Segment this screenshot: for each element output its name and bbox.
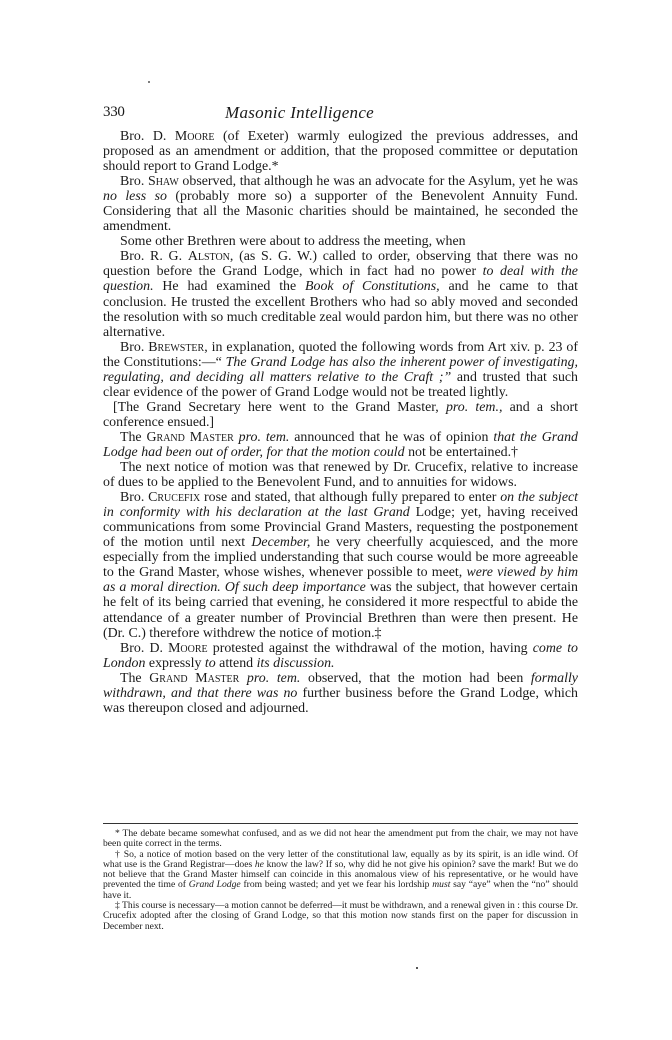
paragraph-alston: Bro. R. G. Alston, (as S. G. W.) called to order, observing that there was no question before the Grand Lodge, which in fact had no power to deal with the question. He had examined the Book of Constitutions, and he came to that conclusion. He trusted the excellent Brothers who had so ably moved and seconded the resolution with so much creditable zeal would pardon him, but there was no other alternative.: [103, 249, 579, 340]
speaker-name: Crucefix: [148, 490, 201, 506]
paragraph-moore-amendment: Bro. D. Moore (of Exeter) warmly eulogized the previous addresses, and proposed as an amendment or addition, that the proposed committee or deputation should report to Grand Lodge.*: [103, 129, 578, 175]
paragraph-crucefix: Bro. Crucefix rose and stated, that although fully prepared to enter on the subject in conformity with his declaration at the last Grand Lodge; yet, having received communications from some Provincial Grand Masters, requesting the postponement of the motion until next December, he very cheerfully acquiesced, and the more especially from the implied understanding that such course would be more agreeable to the Grand Master, whose wishes, whenever possible to meet, were viewed by him as a moral direction. Of such deep importance was the subject, that however certain he felt of its being carried that evening, he considered it more respectful to abide the attendance of a greater number of Provincial Brethren than were then present. He (Dr. C.) therefore withdrew the notice of motion.‡: [103, 490, 579, 641]
speaker-name: Grand Master: [149, 670, 240, 686]
footnote-dagger: † So, a notice of motion based on the very letter of the constitutional law, equally as by its spirit, is an idle wind. Of what use is the Grand Registrar—does he know the law? If so, why did he not give his opinion? save the mark! But we do not believe that the Grand Master himself can coincide in this anomalous view of his representative, or he would have prevented the time of Grand Lodge from being wasted; and yet we fear his lordship must say “aye” when the “no” should have it.: [103, 848, 578, 901]
footnote-asterisk: * The debate became somewhat confused, and as we did not hear the amendment put from the chair, we may not have been quite correct in the terms.: [103, 828, 578, 850]
page-header: [103, 104, 578, 124]
page-number: 330: [103, 104, 125, 120]
scan-speck: [148, 81, 150, 83]
footnotes: [103, 829, 578, 932]
body-text: [103, 129, 578, 716]
paragraph-secretary-conference: [The Grand Secretary here went to the Grand Master, pro. tem., and a short conference ensued.]: [103, 399, 578, 430]
paragraph-brewster: Bro. Brewster, in explanation, quoted the following words from Art xiv. p. 23 of the Constitutions:—“ The Grand Lodge has also the inherent power of investigating, regulating, and deciding all matters relative to the Craft ;” and trusted that such clear evidence of the power of Grand Lodge would not be treated lightly.: [103, 339, 579, 400]
paragraph-grand-master-ruling: The Grand Master pro. tem. announced that he was of opinion that the Grand Lodge had been out of order, for that the motion could not be entertained.†: [103, 429, 578, 460]
running-title: Masonic Intelligence: [225, 103, 375, 122]
footnote-divider: [103, 823, 578, 824]
scan-speck: [416, 967, 418, 969]
paragraph-moore-protest: Bro. D. Moore protested against the withdrawal of the motion, having come to London expressly to attend its discussion.: [103, 640, 578, 671]
paragraph-brethren: Some other Brethren were about to address the meeting, when: [120, 234, 466, 250]
speaker-name: Brewster: [148, 339, 205, 355]
speaker-name: Shaw: [147, 174, 179, 190]
speaker-name: Moore: [168, 640, 208, 656]
speaker-name: Alston: [187, 249, 230, 265]
footnote-double-dagger: ‡ This course is necessary—a motion cannot be deferred—it must be withdrawn, and a renewal given in : this course Dr. Crucefix adopted after the closing of Grand Lodge, so that this motion now stands first on the paper for discussion in December next.: [103, 900, 578, 932]
paragraph-next-notice: The next notice of motion was that renewed by Dr. Crucefix, relative to increase of dues to be applied to the Benevolent Fund, and to annuities for widows.: [103, 460, 578, 491]
speaker-name: Grand Master: [146, 429, 234, 445]
quotation: The Grand Lodge has also the inherent power of investigating, regulating, and deciding all matters relative to the Craft ;”: [103, 354, 578, 385]
paragraph-shaw: Bro. Shaw observed, that although he was an advocate for the Asylum, yet he was no less so (probably more so) a supporter of the Benevolent Annuity Fund. Considering that all the Masonic charities should be maintained, he seconded the amendment.: [103, 174, 579, 235]
paragraph-adjournment: The Grand Master pro. tem. observed, that the motion had been formally withdrawn, and that there was no further business before the Grand Lodge, which was thereupon closed and adjourned.: [103, 670, 578, 716]
speaker-name: Moore: [174, 129, 215, 144]
